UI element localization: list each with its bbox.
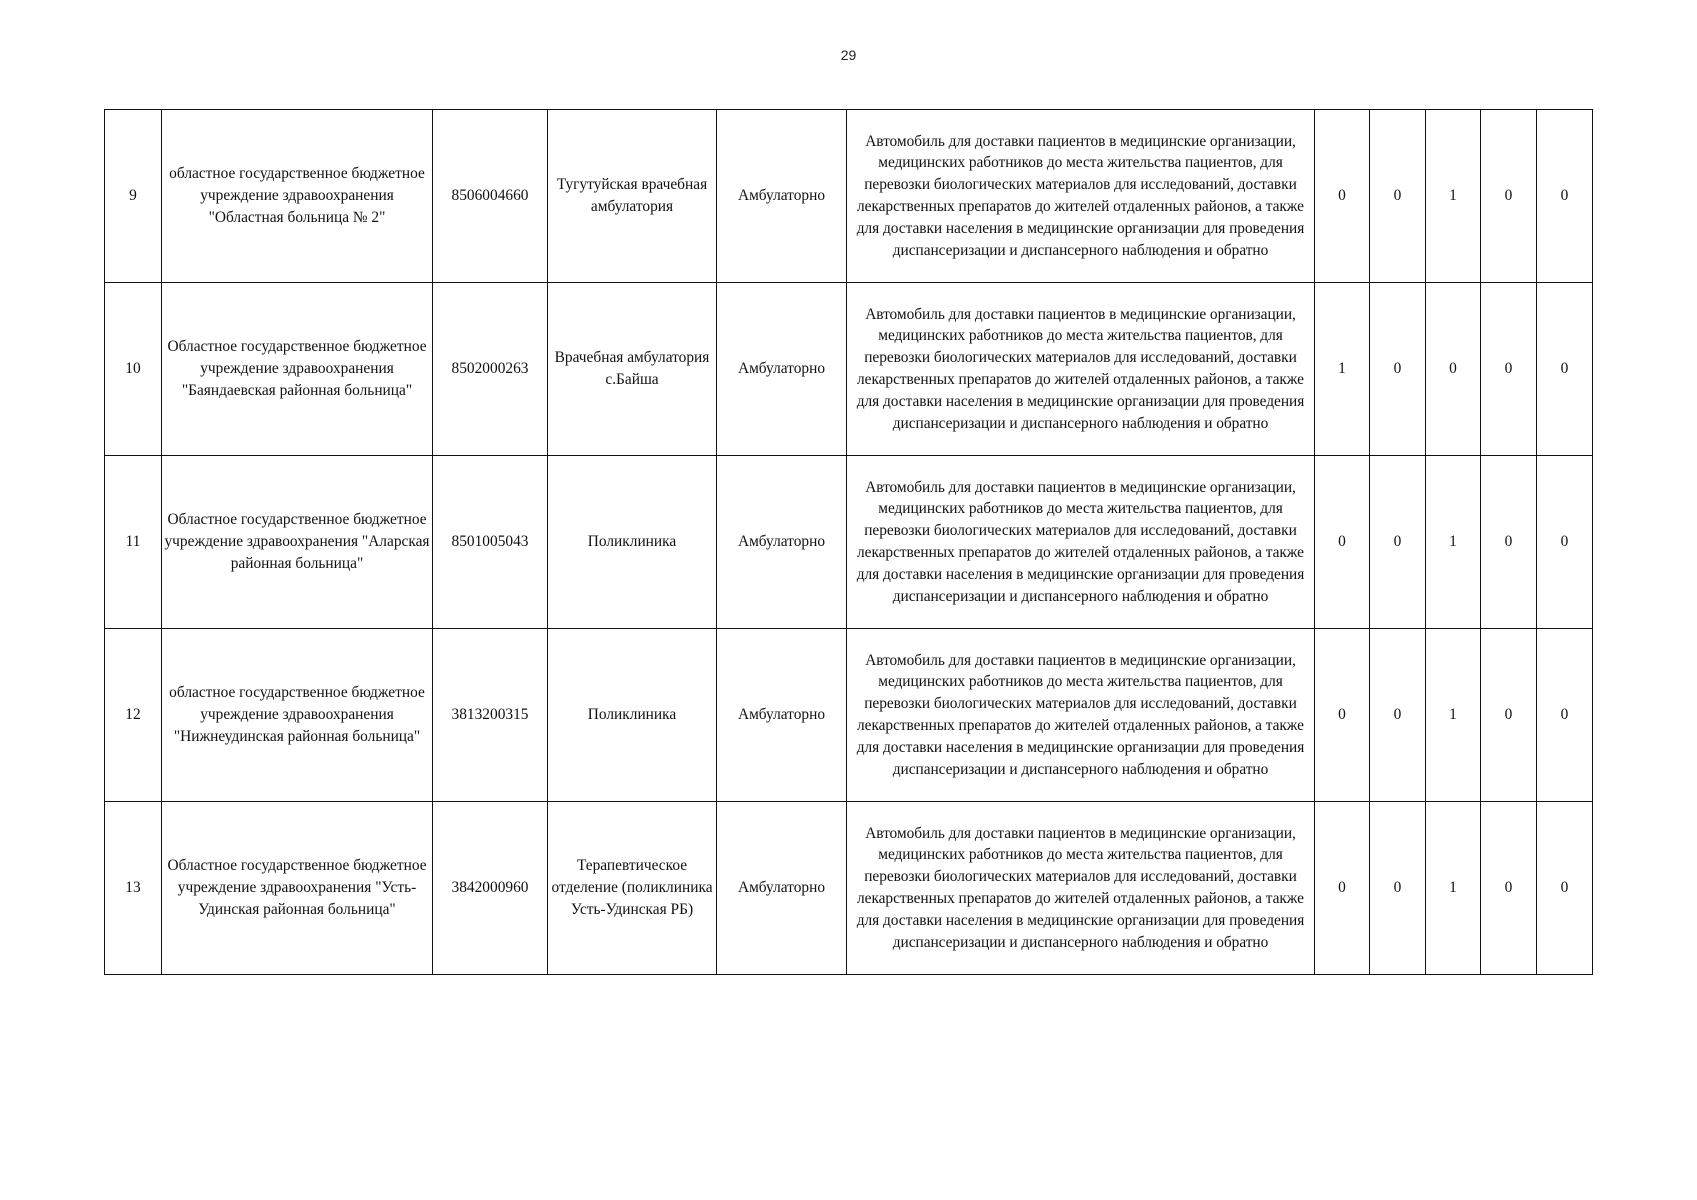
count-cell-2: 0 <box>1370 802 1426 975</box>
count-cell-4: 0 <box>1481 283 1537 456</box>
subdivision-name: Поликлиника <box>548 629 717 802</box>
count-cell-4: 0 <box>1481 110 1537 283</box>
organization-name: Областное государственное бюджетное учреждение здравоохранения "Аларская районная больница" <box>162 456 433 629</box>
care-type: Амбулаторно <box>717 110 847 283</box>
count-cell-4: 0 <box>1481 802 1537 975</box>
care-type: Амбулаторно <box>717 456 847 629</box>
vehicle-allocation-table <box>104 109 1593 975</box>
count-cell-1: 0 <box>1315 629 1370 802</box>
row-number: 12 <box>105 629 162 802</box>
vehicle-purpose: Автомобиль для доставки пациентов в медицинские организации, медицинских работников до места жительства пациентов, для перевозки биологических материалов для исследований, доставки лекарственных препаратов до жителей отдаленных районов, а также для доставки населения в медицинские организации для проведения диспансеризации и диспансерного наблюдения и обратно <box>847 802 1315 975</box>
subdivision-name: Врачебная амбулатория с.Байша <box>548 283 717 456</box>
count-cell-1: 0 <box>1315 110 1370 283</box>
row-number: 11 <box>105 456 162 629</box>
subdivision-name: Поликлиника <box>548 456 717 629</box>
count-cell-1: 1 <box>1315 283 1370 456</box>
count-cell-5: 0 <box>1537 456 1593 629</box>
count-cell-3: 1 <box>1426 802 1481 975</box>
count-cell-3: 0 <box>1426 283 1481 456</box>
subdivision-name: Терапевтическое отделение (поликлиника Усть-Удинская РБ) <box>548 802 717 975</box>
table-row <box>105 802 1593 975</box>
organization-name: Областное государственное бюджетное учреждение здравоохранения "Баяндаевская районная больница" <box>162 283 433 456</box>
organization-name: Областное государственное бюджетное учреждение здравоохранения "Усть-Удинская районная больница" <box>162 802 433 975</box>
count-cell-4: 0 <box>1481 456 1537 629</box>
organization-code: 8501005043 <box>433 456 548 629</box>
row-number: 10 <box>105 283 162 456</box>
vehicle-purpose: Автомобиль для доставки пациентов в медицинские организации, медицинских работников до места жительства пациентов, для перевозки биологических материалов для исследований, доставки лекарственных препаратов до жителей отдаленных районов, а также для доставки населения в медицинские организации для проведения диспансеризации и диспансерного наблюдения и обратно <box>847 629 1315 802</box>
table-row <box>105 283 1593 456</box>
subdivision-name: Тугутуйская врачебная амбулатория <box>548 110 717 283</box>
count-cell-3: 1 <box>1426 629 1481 802</box>
organization-code: 8502000263 <box>433 283 548 456</box>
vehicle-purpose: Автомобиль для доставки пациентов в медицинские организации, медицинских работников до места жительства пациентов, для перевозки биологических материалов для исследований, доставки лекарственных препаратов до жителей отдаленных районов, а также для доставки населения в медицинские организации для проведения диспансеризации и диспансерного наблюдения и обратно <box>847 110 1315 283</box>
count-cell-5: 0 <box>1537 110 1593 283</box>
count-cell-5: 0 <box>1537 629 1593 802</box>
organization-name: областное государственное бюджетное учреждение здравоохранения "Областная больница № 2" <box>162 110 433 283</box>
count-cell-2: 0 <box>1370 283 1426 456</box>
care-type: Амбулаторно <box>717 629 847 802</box>
care-type: Амбулаторно <box>717 283 847 456</box>
count-cell-1: 0 <box>1315 802 1370 975</box>
count-cell-1: 0 <box>1315 456 1370 629</box>
table-row <box>105 110 1593 283</box>
organization-code: 3813200315 <box>433 629 548 802</box>
count-cell-2: 0 <box>1370 110 1426 283</box>
row-number: 9 <box>105 110 162 283</box>
organization-code: 8506004660 <box>433 110 548 283</box>
table-row <box>105 456 1593 629</box>
count-cell-4: 0 <box>1481 629 1537 802</box>
count-cell-5: 0 <box>1537 283 1593 456</box>
vehicle-purpose: Автомобиль для доставки пациентов в медицинские организации, медицинских работников до места жительства пациентов, для перевозки биологических материалов для исследований, доставки лекарственных препаратов до жителей отдаленных районов, а также для доставки населения в медицинские организации для проведения диспансеризации и диспансерного наблюдения и обратно <box>847 283 1315 456</box>
count-cell-5: 0 <box>1537 802 1593 975</box>
care-type: Амбулаторно <box>717 802 847 975</box>
vehicle-purpose: Автомобиль для доставки пациентов в медицинские организации, медицинских работников до места жительства пациентов, для перевозки биологических материалов для исследований, доставки лекарственных препаратов до жителей отдаленных районов, а также для доставки населения в медицинские организации для проведения диспансеризации и диспансерного наблюдения и обратно <box>847 456 1315 629</box>
count-cell-3: 1 <box>1426 110 1481 283</box>
table-row <box>105 629 1593 802</box>
count-cell-2: 0 <box>1370 629 1426 802</box>
page-number: 29 <box>840 47 857 63</box>
count-cell-3: 1 <box>1426 456 1481 629</box>
count-cell-2: 0 <box>1370 456 1426 629</box>
organization-name: областное государственное бюджетное учреждение здравоохранения "Нижнеудинская районная больница" <box>162 629 433 802</box>
organization-code: 3842000960 <box>433 802 548 975</box>
row-number: 13 <box>105 802 162 975</box>
